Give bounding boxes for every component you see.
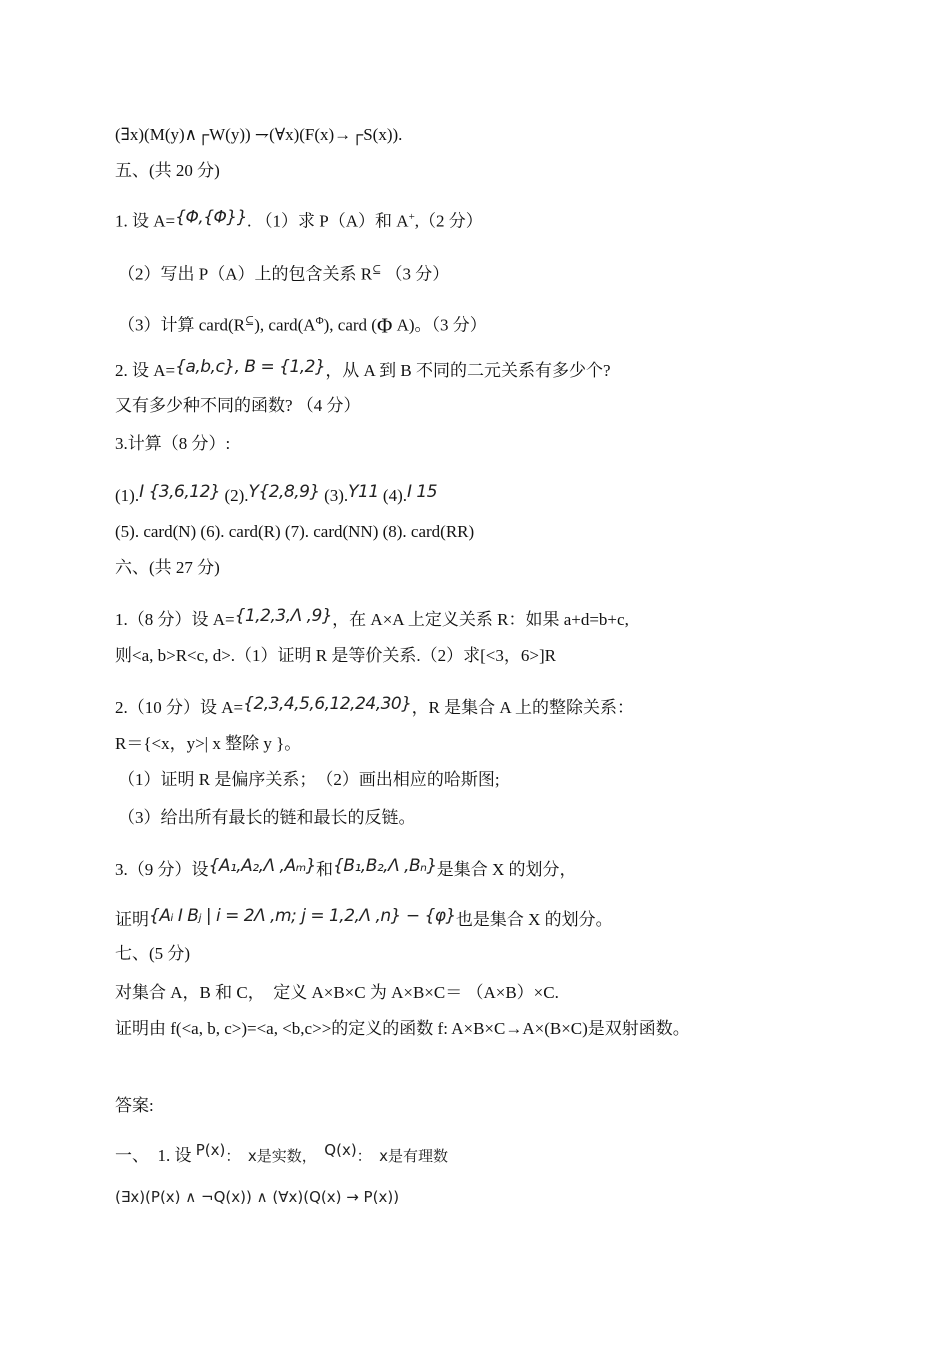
item-4-formula: I 15	[407, 482, 438, 502]
subset-symbol: ⊆	[372, 264, 382, 276]
item-1-formula: I {3,6,12}	[139, 482, 221, 502]
item-1-label: (1).	[115, 486, 140, 505]
question-5-1-part-3	[118, 310, 487, 337]
item-3-label: (3).	[319, 486, 349, 505]
answers-heading: 答案:	[115, 1096, 154, 1115]
set-1-9-formula: {1,2,3,Λ ,9}	[234, 606, 333, 626]
question-5-3-items-b: (5). card(N) (6). card(R) (7). card(NN) (8). card(RR)	[115, 522, 475, 541]
question-5-2-cont: 又有多少种不同的函数? （4 分）	[115, 396, 361, 415]
item-3-formula: Y11	[348, 482, 379, 502]
answer-1-formula: (∃x)(P(x) ∧ ¬Q(x)) ∧ (∀x)(Q(x) → P(x))	[115, 1188, 400, 1206]
question-5-2-text: ，从 A 到 B 不同的二元关系有多少个?	[325, 361, 611, 380]
question-6-2-parts-1-2: （1）证明 R 是偏序关系； （2）画出相应的哈斯图;	[118, 770, 500, 789]
proof-text: 也是集合 X 的划分。	[455, 910, 613, 929]
question-7-proof: 证明由 f(<a, b, c>)=<a, <b,c>>的定义的函数 f: A×B×C→A×(B×C)是双射函数。	[115, 1019, 690, 1038]
answer-1-q-def: ： x是有理数	[356, 1147, 449, 1165]
answer-1-p-def: ： x是实数，	[225, 1147, 325, 1165]
phi-large: Φ	[376, 313, 393, 338]
question-6-2	[115, 693, 634, 719]
answer-1	[115, 1139, 448, 1167]
question-5-3: 3.计算（8 分）:	[115, 434, 231, 453]
subset-symbol-2: ⊆	[245, 315, 255, 327]
question-5-1-score: ,（2 分）	[414, 211, 483, 231]
answer-1-lead: 一、 1. 设	[115, 1146, 196, 1165]
question-6-1-text: ，在 A×A 上定义关系 R：如果 a+d=b+c,	[332, 610, 629, 629]
formula-line-1: (∃x)(M(y)∧┌W(y)) ⇁(∀x)(F(x)→┌S(x)).	[115, 125, 403, 144]
proof-lead: 证明	[115, 910, 149, 929]
part-2-score: （3 分）	[381, 264, 450, 284]
question-6-2-part-3: （3）给出所有最长的链和最长的反链。	[118, 808, 416, 827]
part-3-text-b: ), card(A	[254, 315, 316, 335]
partition-a-formula: {A₁,A₂,Λ ,Aₘ}	[208, 856, 316, 876]
item-4-label: (4).	[378, 486, 407, 505]
sets-ab-formula: {a,b,c}, B = {1,2}	[175, 357, 326, 377]
question-6-2-relation: R＝{<x，y>| x 整除 y }。	[115, 734, 302, 753]
question-6-3	[115, 855, 577, 881]
question-6-1	[115, 605, 629, 631]
question-5-2-lead: 2. 设 A=	[115, 361, 176, 380]
p-x-formula: P(x)	[195, 1141, 226, 1159]
and-text: 和	[316, 860, 333, 879]
question-6-1-lead: 1.（8 分）设 A=	[115, 610, 235, 629]
part-2-text: （2）写出 P（A）上的包含关系 R	[118, 264, 373, 284]
question-6-3-lead: 3.（9 分）设	[115, 860, 209, 879]
partition-b-formula: {B₁,B₂,Λ ,Bₙ}	[333, 856, 437, 876]
section-6-heading: 六、(共 27 分)	[115, 558, 220, 577]
part-3-text-a: （3）计算 card(R	[118, 315, 246, 335]
question-6-3-proof	[115, 905, 613, 931]
item-2-formula: Y{2,8,9}	[248, 482, 320, 502]
set-divisors-formula: {2,3,4,5,6,12,24,30}	[243, 694, 412, 714]
intersection-partition-formula: {Aᵢ I Bⱼ | i = 2Λ ,m; j = 1,2,Λ ,n} − {φ}	[149, 906, 456, 926]
question-5-2	[115, 356, 611, 382]
question-5-1-text: . （1）求 P（A）和 A	[247, 211, 409, 231]
section-5-heading: 五、(共 20 分)	[115, 161, 220, 180]
phi-superscript: Φ	[315, 315, 324, 327]
question-5-1-part-2	[118, 259, 449, 286]
question-6-2-text: ，R 是集合 A 上的整除关系：	[411, 698, 634, 717]
set-phi-formula: {Φ,{Φ}}	[175, 207, 248, 228]
q-x-formula: Q(x)	[324, 1141, 357, 1159]
question-7-definition: 对集合 A，B 和 C， 定义 A×B×C 为 A×B×C＝ （A×B）×C.	[115, 983, 559, 1002]
question-5-1-lead: 1. 设 A=	[115, 211, 176, 231]
question-6-2-lead: 2.（10 分）设 A=	[115, 698, 244, 717]
section-7-heading: 七、(5 分)	[115, 944, 191, 963]
question-5-1	[115, 206, 483, 233]
question-6-3-text: 是集合 X 的划分，	[436, 860, 577, 879]
item-2-label: (2).	[220, 486, 249, 505]
question-5-3-items-a	[115, 481, 437, 507]
plus-superscript: +	[408, 211, 415, 223]
question-6-1-cont: 则<a, b>R<c, d>.（1）证明 R 是等价关系.（2）求[<3，6>]R	[115, 646, 556, 665]
part-3-text-d: A)。（3 分）	[392, 315, 487, 335]
part-3-text-c: ), card (	[323, 315, 377, 335]
